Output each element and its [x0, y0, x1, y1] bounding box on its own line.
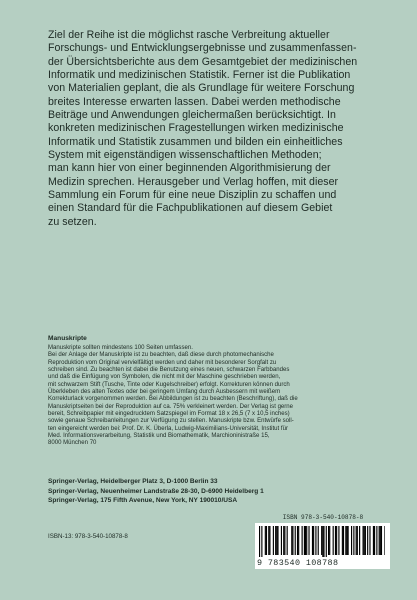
publisher-address-new-york: Springer-Verlag, 175 Fifth Avenue, New York, NY 190010/USA	[48, 497, 238, 505]
barcode-digits: 9 783540 108788	[257, 558, 339, 568]
series-description: Ziel der Reihe ist die möglichst rasche Verbreitung aktueller Forschungs- und Entwicklungsergebnisse und zusammenfassen- der Übersichtsberichte aus dem Gesamtgebiet der medizinischen Informatik und medizinischen Statistik. Ferner ist die Publikation von Materialien geplant, die als Grundlage für weitere Forschung breites Interesse erwarten lassen. Dabei werden methodische Beiträge und Anwendungen gleichermaßen berücksichtigt. In konkreten medizinischen Fragestellungen wirken medizinische Informatik und Statistik zusammen und bilden ein einheitliches System mit eigenständigen wissenschaftlichen Methoden; man kann hier von einer beginnenden Algorithmisierung der Medizin sprechen. Herausgeber und Verlag hoffen, mit dieser Sammlung ein Forum für eine neue Disziplin zu schaffen und einen Standard für die Fachpublikationen auf diesem Gebiet zu setzen.	[48, 29, 358, 228]
publisher-addresses	[48, 477, 388, 506]
manuscripts-heading: Manuskripte	[48, 335, 87, 342]
barcode-bars-icon	[259, 526, 385, 557]
isbn-number: ISBN-13: 978-3-540-10878-8	[48, 533, 128, 540]
publisher-address-berlin: Springer-Verlag, Heidelberger Platz 3, D-1000 Berlin 33	[48, 478, 218, 485]
publisher-address-heidelberg: Springer-Verlag, Neuenheimer Landstraße 28-30, D-6900 Heidelberg 1	[48, 487, 264, 495]
manuscripts-guidelines: Manuskripte sollten mindestens 100 Seiten umfassen. Bei der Anlage der Manuskripte ist zu beachten, daß diese durch photomechanische Reproduktion vom Original vervielfältigt werden und daher mit besonderer Sorgfalt zu schreiben sind. Zu beachten ist dabei die Benutzung eines neuen, schwarzen Farbbandes und daß die Einfügung von Symbolen, die nicht mit der Maschine geschrieben werden, mit schwarzem Stift (Tusche, Tinte oder Kugelschreiber) erfolgt. Korrekturen können durch Überkleben des alten Textes oder bei geringem Umfang durch Ausbessern mit weißem Korrekturlack vorgenommen werden. Bei Abbildungen ist zu beachten (Beschriftung), daß die Manuskriptseiten bei der Reproduktion auf ca. 75% verkleinert werden. Der Verlag ist gerne bereit, Schreibpapier mit eingedrucktem Satzspiegel im Format 18 x 26,5 (7 x 10,5 inches) sowie genaue Schreibanleitungen zur Verfügung zu stellen. Manuskripte bzw. Entwürfe soll- ten eingereicht werden bei: Prof. Dr. K. Überla, Ludwig-Maximilians-Universität, Institut für Med. Informationsverarbeitung, Statistik und Biomathematik, Marchioninistraße 15, 8000 München 70	[48, 345, 298, 447]
barcode	[255, 523, 390, 569]
barcode-isbn-label: ISBN 978-3-540-10878-8	[282, 514, 364, 521]
